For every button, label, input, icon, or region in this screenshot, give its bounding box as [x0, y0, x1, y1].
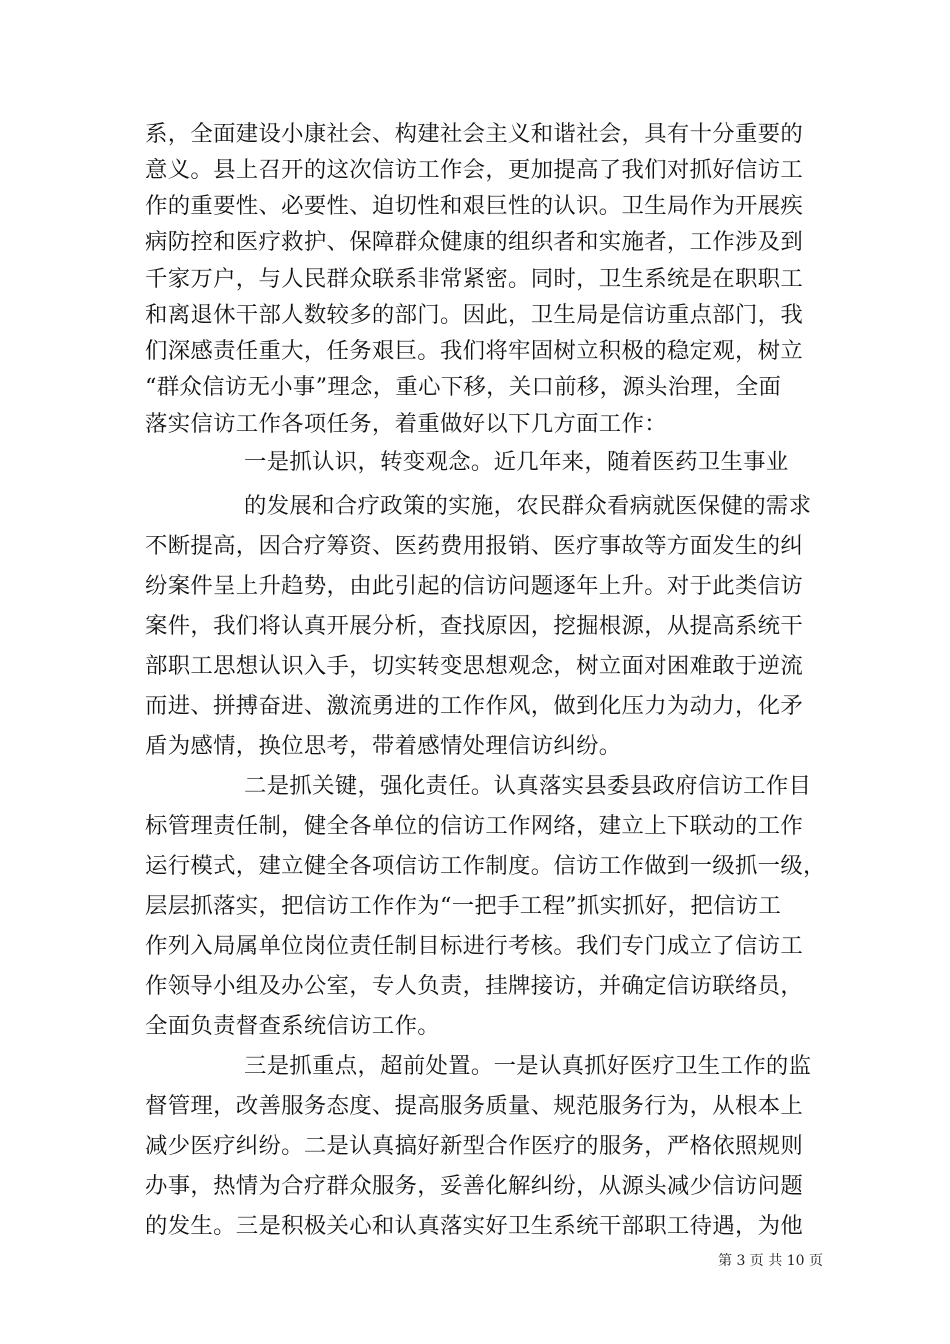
body-text-line: 层层抓落实，把信访工作作为“一把手工程”抓实抓好，把信访工 — [145, 893, 782, 919]
body-text-line: 运行模式，建立健全各项信访工作制度。信访工作做到一级抓一级， — [145, 853, 826, 879]
body-text-line: 案件，我们将认真开展分析，查找原因，挖掘根源，从提高系统干 — [145, 613, 804, 639]
body-text-line: 作领导小组及办公室，专人负责，挂牌接访，并确定信访联络员， — [145, 973, 804, 999]
body-text-line: 作的重要性、必要性、迫切性和艰巨性的认识。卫生局作为开展疾 — [145, 193, 804, 219]
body-text-line: 千家万户，与人民群众联系非常紧密。同时，卫生系统是在职职工 — [145, 266, 804, 292]
body-text-line: 落实信访工作各项任务，着重做好以下几方面工作： — [145, 411, 667, 437]
body-text-line: 病防控和医疗救护、保障群众健康的组织者和实施者，工作涉及到 — [145, 229, 804, 255]
body-text-line: 标管理责任制，健全各单位的信访工作网络，建立上下联动的工作 — [145, 813, 804, 839]
body-text-line: 意义。县上召开的这次信访工作会，更加提高了我们对抓好信访工 — [145, 157, 804, 183]
paragraph-start-line: 一是抓认识，转变观念。近几年来，随着医药卫生事业 — [244, 449, 789, 475]
body-text-line: 纷案件呈上升趋势，由此引起的信访问题逐年上升。对于此类信访 — [145, 573, 804, 599]
body-text-line: 而进、拼搏奋进、激流勇进的工作作风，做到化压力为动力，化矛 — [145, 693, 804, 719]
body-text-line: 作列入局属单位岗位责任制目标进行考核。我们专门成立了信访工 — [145, 933, 804, 959]
body-text-line: 的发展和合疗政策的实施，农民群众看病就医保健的需求 — [244, 493, 812, 519]
paragraph-start-line: 二是抓关键，强化责任。认真落实县委县政府信访工作目 — [244, 773, 812, 799]
body-text-line: 不断提高，因合疗筹资、医药费用报销、医疗事故等方面发生的纠 — [145, 533, 804, 559]
body-text-line: 办事，热情为合疗群众服务，妥善化解纠纷，从源头减少信访问题 — [145, 1173, 804, 1199]
body-text-line: 和离退休干部人数较多的部门。因此，卫生局是信访重点部门，我 — [145, 302, 804, 328]
paragraph-start-line: 三是抓重点，超前处置。一是认真抓好医疗卫生工作的监 — [244, 1053, 812, 1079]
body-text-line: “群众信访无小事”理念，重心下移，关口前移，源头治理，全面 — [145, 374, 782, 400]
body-text-line: 督管理，改善服务态度、提高服务质量、规范服务行为，从根本上 — [145, 1093, 804, 1119]
body-text-line: 减少医疗纠纷。二是认真搞好新型合作医疗的服务，严格依照规则 — [145, 1133, 804, 1159]
body-text-line: 系，全面建设小康社会、构建社会主义和谐社会，具有十分重要的 — [145, 121, 804, 147]
page-number-footer: 第 3 页 共 10 页 — [718, 1253, 823, 1269]
body-text-line: 部职工思想认识入手，切实转变思想观念，树立面对困难敢于逆流 — [145, 653, 804, 679]
body-text-line: 们深感责任重大，任务艰巨。我们将牢固树立积极的稳定观，树立 — [145, 338, 804, 364]
body-text-line: 盾为感情，换位思考，带着感情处理信访纠纷。 — [145, 733, 622, 759]
body-text-line: 全面负责督查系统信访工作。 — [145, 1013, 440, 1039]
body-text-line: 的发生。三是积极关心和认真落实好卫生系统干部职工待遇，为他 — [145, 1213, 804, 1239]
